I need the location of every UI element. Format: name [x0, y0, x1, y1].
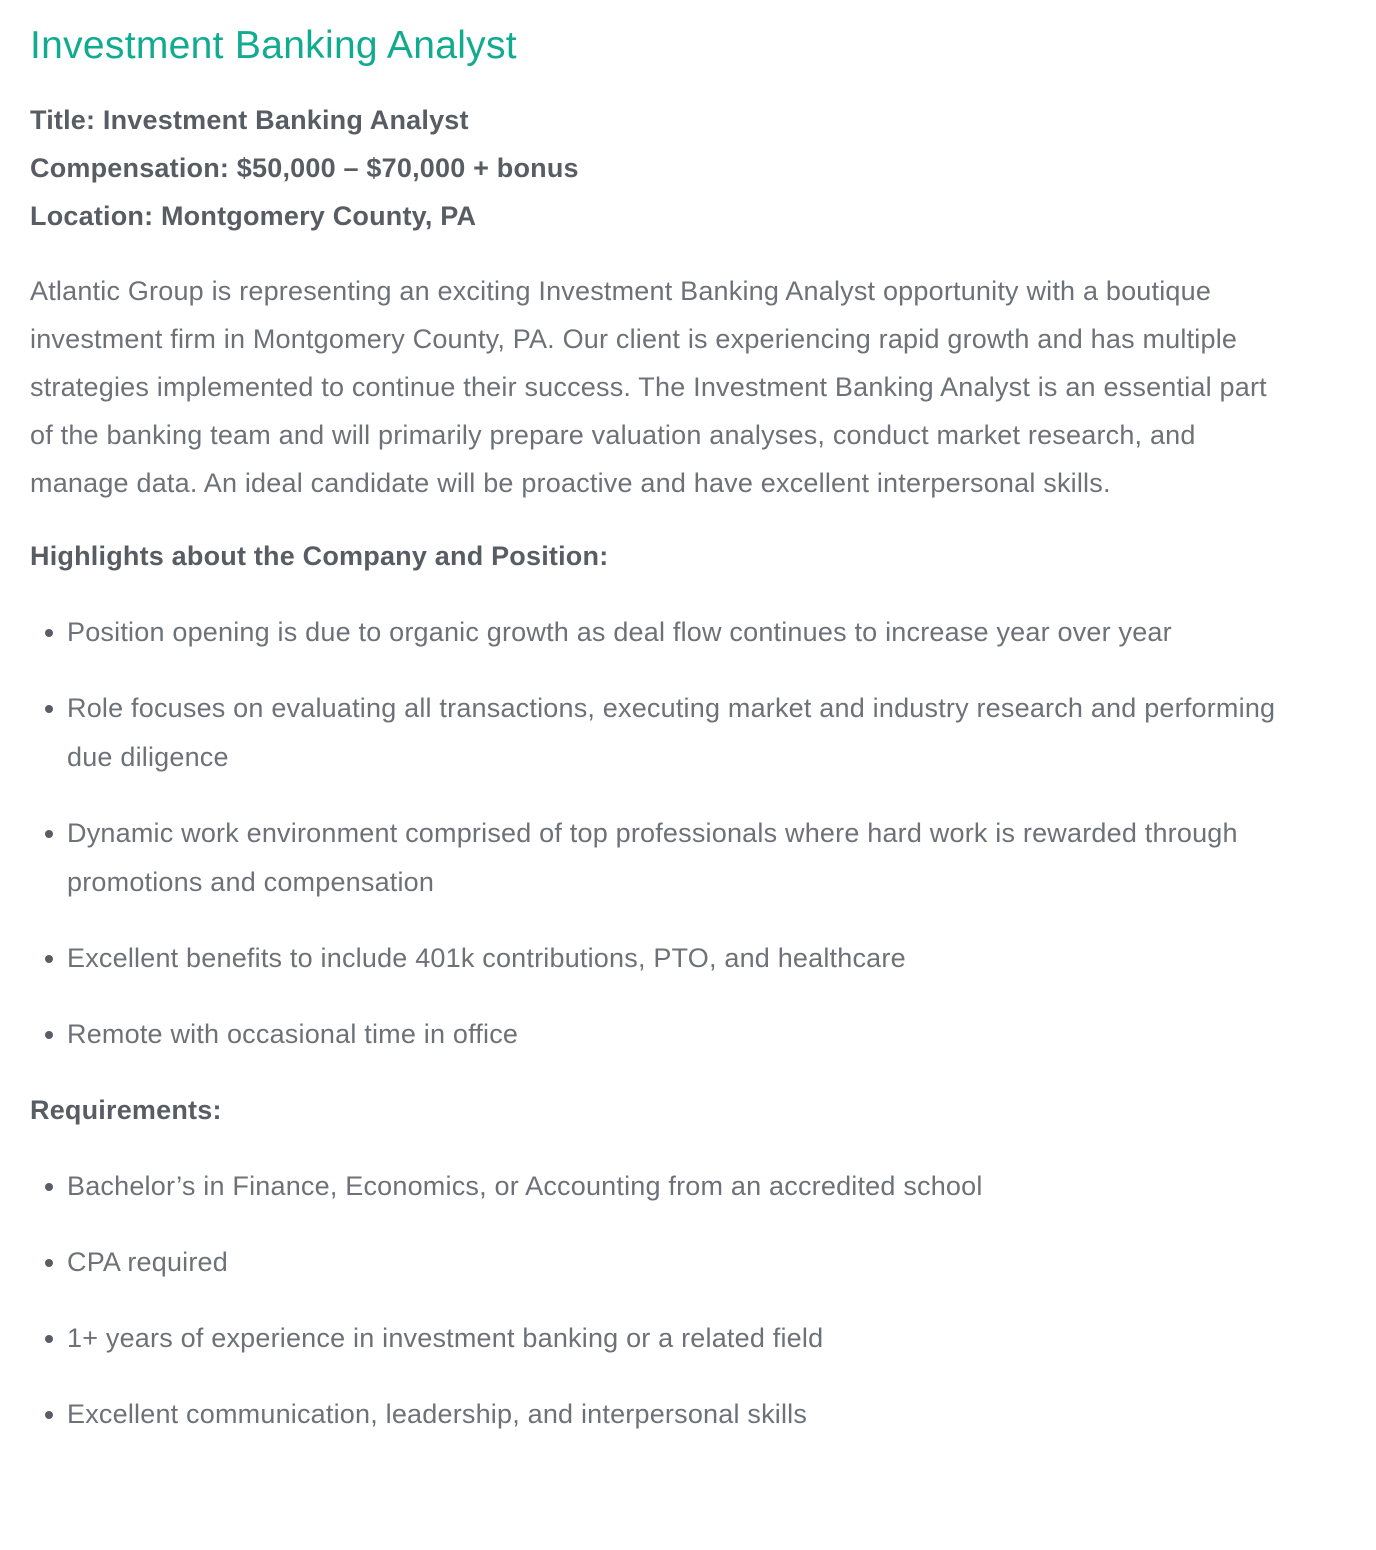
list-item: Position opening is due to organic growth as deal flow continues to increase year over year — [30, 608, 1290, 657]
job-meta-compensation: Compensation: $50,000 – $70,000 + bonus — [30, 153, 579, 183]
list-item: Excellent communication, leadership, and interpersonal skills — [30, 1390, 1290, 1439]
highlights-list — [30, 608, 1290, 1059]
section-heading-requirements: Requirements: — [30, 1095, 222, 1125]
list-item: CPA required — [30, 1238, 1290, 1287]
list-item: Excellent benefits to include 401k contributions, PTO, and healthcare — [30, 934, 1290, 983]
job-meta-block — [30, 96, 1290, 240]
list-item: Dynamic work environment comprised of top professionals where hard work is rewarded through promotions and compensation — [30, 809, 1290, 907]
page-title: Investment Banking Analyst — [30, 24, 517, 67]
job-meta-location: Location: Montgomery County, PA — [30, 201, 477, 231]
job-meta-title: Title: Investment Banking Analyst — [30, 105, 469, 135]
list-item: Bachelor’s in Finance, Economics, or Accounting from an accredited school — [30, 1162, 1290, 1211]
list-item: Role focuses on evaluating all transactions, executing market and industry research and performing due diligence — [30, 684, 1290, 782]
job-description-paragraph: Atlantic Group is representing an exciting Investment Banking Analyst opportunity with a boutique investment firm in Montgomery County, PA. Our client is experiencing rapid growth and has multiple strategies implemented to continue their success. The Investment Banking Analyst is an essential part of the banking team and will primarily prepare valuation analyses, conduct market research, and manage data. An ideal candidate will be proactive and have excellent interpersonal skills. — [30, 276, 1267, 498]
list-item: Remote with occasional time in office — [30, 1010, 1290, 1059]
requirements-list — [30, 1162, 1290, 1439]
list-item: 1+ years of experience in investment banking or a related field — [30, 1314, 1290, 1363]
section-heading-highlights: Highlights about the Company and Position: — [30, 541, 609, 571]
